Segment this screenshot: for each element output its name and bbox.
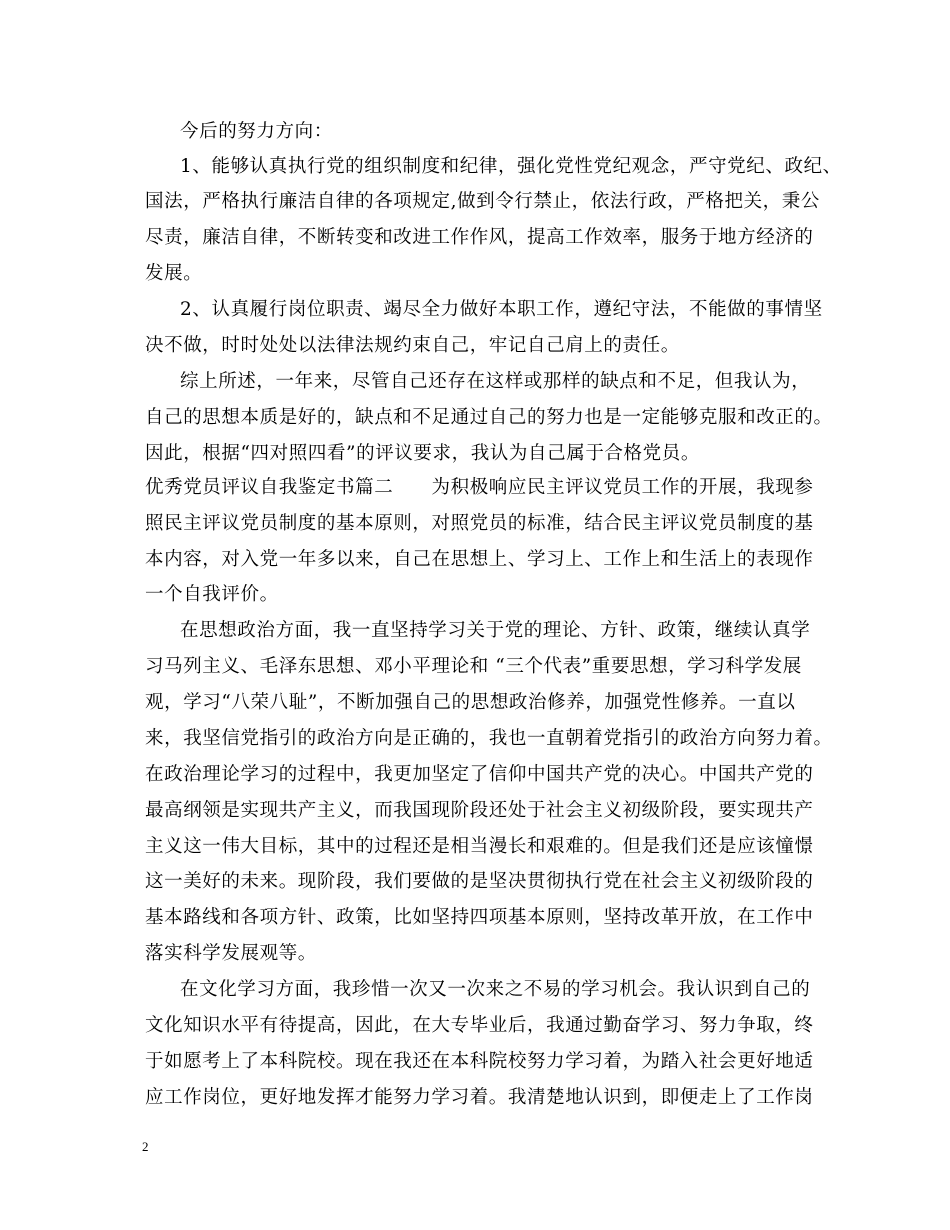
text-line: 文化知识水平有待提高，因此，在大专毕业后，我通过勤奋学习、努力争取，终 xyxy=(145,1015,814,1036)
text-line: 在思想政治方面，我一直坚持学习关于党的理论、方针、政策，继续认真学 xyxy=(180,620,811,641)
text-line: 本内容，对入党一年多以来，自己在思想上、学习上、工作上和生活上的表现作 xyxy=(145,549,814,570)
text-line: 最高纲领是实现共产主义，而我国现阶段还处于社会主义初级阶段，要实现共产 xyxy=(145,800,814,821)
text-line: 优秀党员评议自我鉴定书篇二 为积极响应民主评议党员工作的开展，我现参 xyxy=(145,477,814,498)
text-line: 2、认真履行岗位职责、竭尽全力做好本职工作，遵纪守法，不能做的事情坚 xyxy=(180,299,823,320)
text-line: 落实科学发展观等。 xyxy=(145,943,317,964)
text-line: 今后的努力方向： xyxy=(180,121,333,142)
text-line: 在文化学习方面，我珍惜一次又一次来之不易的学习机会。我认识到自己的 xyxy=(180,979,811,1000)
page-number: 2 xyxy=(142,1139,149,1154)
text-line: 观，学习“八荣八耻”，不断加强自己的思想政治修养，加强党性修养。一直以 xyxy=(145,692,796,713)
text-line: 决不做，时时处处以法律法规约束自己，牢记自己肩上的责任。 xyxy=(145,335,680,356)
text-line: 发展。 xyxy=(145,263,203,284)
text-line: 国法，严格执行廉洁自律的各项规定,做到令行禁止，依法行政，严格把关，秉公 xyxy=(145,191,820,212)
text-line: 因此，根据“四对照四看”的评议要求，我认为自己属于合格党员。 xyxy=(145,443,700,464)
text-line: 主义这一伟大目标，其中的过程还是相当漫长和艰难的。但是我们还是应该憧憬 xyxy=(145,836,814,857)
text-line: 综上所述，一年来，尽管自己还存在这样或那样的缺点和不足，但我认为， xyxy=(180,371,811,392)
text-line: 1、能够认真执行党的组织制度和纪律，强化党性党纪观念，严守党纪、政纪、 xyxy=(180,156,842,177)
text-line: 来，我坚信党指引的政治方向是正确的，我也一直朝着党指引的政治方向努力着。 xyxy=(145,728,833,749)
text-line: 这一美好的未来。现阶段，我们要做的是坚决贯彻执行党在社会主义初级阶段的 xyxy=(145,871,814,892)
text-line: 在政治理论学习的过程中，我更加坚定了信仰中国共产党的决心。中国共产党的 xyxy=(145,764,814,785)
text-line: 一个自我评价。 xyxy=(145,584,279,605)
text-line: 照民主评议党员制度的基本原则，对照党员的标准，结合民主评议党员制度的基 xyxy=(145,513,814,534)
text-line: 尽责，廉洁自律，不断转变和改进工作作风，提高工作效率，服务于地方经济的 xyxy=(145,227,814,248)
text-line: 自己的思想本质是好的，缺点和不足通过自己的努力也是一定能够克服和改正的。 xyxy=(145,407,833,428)
text-line: 习马列主义、毛泽东思想、邓小平理论和 “三个代表”重要思想，学习科学发展 xyxy=(145,656,802,677)
text-line: 基本路线和各项方针、政策，比如坚持四项基本原则，坚持改革开放，在工作中 xyxy=(145,907,814,928)
text-line: 于如愿考上了本科院校。现在我还在本科院校努力学习着，为踏入社会更好地适 xyxy=(145,1051,814,1072)
text-line: 应工作岗位，更好地发挥才能努力学习着。我清楚地认识到，即便走上了工作岗 xyxy=(145,1087,814,1108)
